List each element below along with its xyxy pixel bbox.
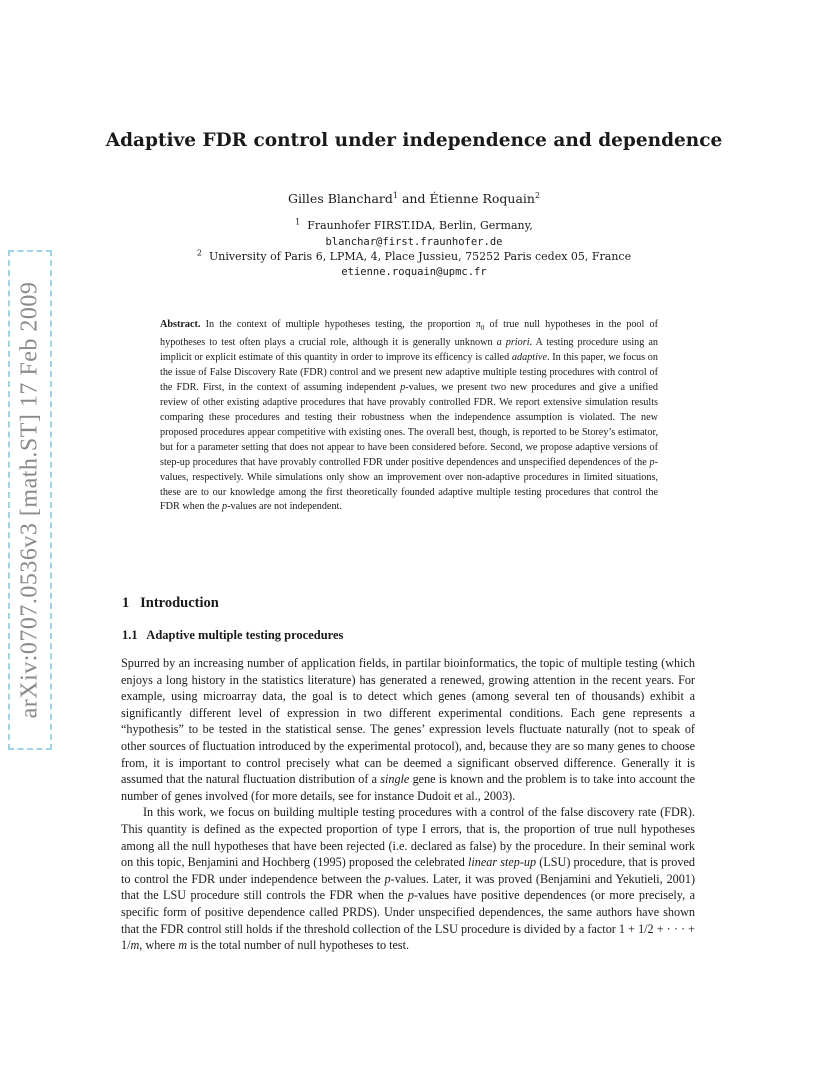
paragraph-text: gene is known and the problem is to take into account the number of genes involved (for more details, see for instance Dudoit et al., 2003). xyxy=(121,772,695,803)
body-text xyxy=(121,655,695,954)
abstract-text: . In this paper, we focus on the issue of False Discovery Rate (FDR) control and we present new adaptive multiple testing procedures with control of the FDR. First, in the context of assuming independent xyxy=(160,351,658,393)
author-line xyxy=(0,191,828,206)
abstract-emphasis: adaptive xyxy=(511,351,547,363)
pi-subscript: 0 xyxy=(480,324,485,333)
author-1-affil-mark: 1 xyxy=(392,190,398,200)
subsection-heading: 1.1 Adaptive multiple testing procedures xyxy=(122,628,344,642)
paragraph-text: -values have positive dependences (or more precisely, a specific form of positive dependence called PRDS). Under unspecified dependences, the same authors have shown that the FDR control still holds if the threshold collection of the LSU procedure is divided by a factor 1 + 1/2 + · · · + 1/ xyxy=(121,888,695,953)
affiliation-2-mark: 2 xyxy=(196,248,202,258)
paragraph-text: Spurred by an increasing number of application fields, in partilar bioinformatics, the topic of multiple testing (which enjoys a long history in the statistics literature) has generated a renewed, growing attention in the recent years. For example, using microarray data, the goal is to detect which genes (among several ten of thousands) exhibit a significantly different level of expression in two different experimental conditions. Each gene represents a “hypothesis” to be tested in the statistical sense. The genes’ expression levels fluctuate naturally (not to speak of other sources of fluctuation introduced by the experimental protocol), and, because they are so many genes to choose from, it is important to control precisely what can be deemed a significant observed difference. Generally it is assumed that the natural fluctuation distribution of a xyxy=(121,656,695,787)
abstract-emphasis: p xyxy=(400,381,406,393)
paragraph-text: is the total number of null hypotheses to test. xyxy=(187,938,410,953)
affiliation-1-mark: 1 xyxy=(295,217,301,227)
paragraph-text: , where xyxy=(139,938,179,953)
author-1: Gilles Blanchard xyxy=(287,191,393,206)
paragraph-1 xyxy=(121,655,695,804)
abstract-text: -values, we present two new procedures and give a unified review of other existing adaptive procedures that have provably controlled FDR. We report extensive simulation results comparing these procedures and testing their robustness when the independence assumption is violated. The new proposed procedures appear competitive with existing ones. The overall best, though, is reported to be Storey’s estimator, but for a parameter setting that does not appear to have been considered before. Second, we propose adaptive versions of step-up procedures that have provably controlled FDR under positive dependences and unspecified dependences of the xyxy=(160,381,658,468)
affiliation-1 xyxy=(0,219,828,232)
abstract xyxy=(160,318,658,515)
author-2: Étienne Roquain xyxy=(429,191,535,206)
paragraph-emphasis: m xyxy=(178,938,188,953)
affiliation-2 xyxy=(0,250,828,263)
abstract-text: of true null hypotheses in the pool of hypotheses to test often plays a crucial role, although it is generally unknown xyxy=(160,319,658,348)
paper-title: Adaptive FDR control under independence and dependence xyxy=(105,130,723,151)
paragraph-emphasis: single xyxy=(380,772,410,787)
paragraph-2 xyxy=(121,804,695,953)
affiliation-2-text: University of Paris 6, LPMA, 4, Place Jussieu, 75252 Paris cedex 05, France xyxy=(208,250,632,263)
paragraph-text: (LSU) procedure, that is proved to control the FDR under independence between the xyxy=(121,855,695,886)
abstract-text: . A testing procedure using an implicit or explicit estimate of this quantity in order to improve its efficency is called xyxy=(160,336,659,363)
paragraph-emphasis: linear step-up xyxy=(467,855,537,870)
abstract-text: In the context of multiple hypotheses testing, the proportion π xyxy=(200,319,481,330)
abstract-text: -values, respectively. While simulations only show an improvement over non-adaptive procedures in limited situations, these are to our knowledge among the first theoretically founded adaptive multiple testing procedures that control the FDR when the xyxy=(160,456,658,513)
abstract-emphasis: p xyxy=(649,456,655,468)
paragraph-emphasis: m xyxy=(130,938,140,953)
arxiv-side-stamp xyxy=(8,250,52,750)
affiliation-1-text: Fraunhofer FIRST.IDA, Berlin, Germany, xyxy=(307,219,533,232)
section-heading: 1 Introduction xyxy=(122,595,219,611)
abstract-text: -values are not independent. xyxy=(227,501,342,513)
affiliation-1-email: blanchar@first.fraunhofer.de xyxy=(325,236,503,248)
paragraph-text: In this work, we focus on building multiple testing procedures with a control of the false discovery rate (FDR). This quantity is defined as the expected proportion of type I errors, that is, the proportion of true null hypotheses among all the null hypotheses that have been rejected (i.e. declared as false) by the procedure. In their seminal work on this topic, Benjamini and Hochberg (1995) proposed the celebrated xyxy=(121,805,695,870)
arxiv-identifier: arXiv:0707.0536v3 [math.ST] 17 Feb 2009 xyxy=(16,281,43,719)
paragraph-text: -values. Later, it was proved (Benjamini and Yekutieli, 2001) that the LSU procedure still controls the FDR when the xyxy=(121,871,695,903)
author-conjunction: and xyxy=(397,191,430,206)
abstract-emphasis: p xyxy=(221,501,228,513)
abstract-emphasis: a priori xyxy=(496,336,530,348)
author-2-affil-mark: 2 xyxy=(534,190,541,200)
paragraph-emphasis: p xyxy=(384,871,391,886)
affiliation-2-email: etienne.roquain@upmc.fr xyxy=(341,266,487,278)
paragraph-emphasis: p xyxy=(407,888,414,903)
abstract-label: Abstract. xyxy=(160,319,201,330)
